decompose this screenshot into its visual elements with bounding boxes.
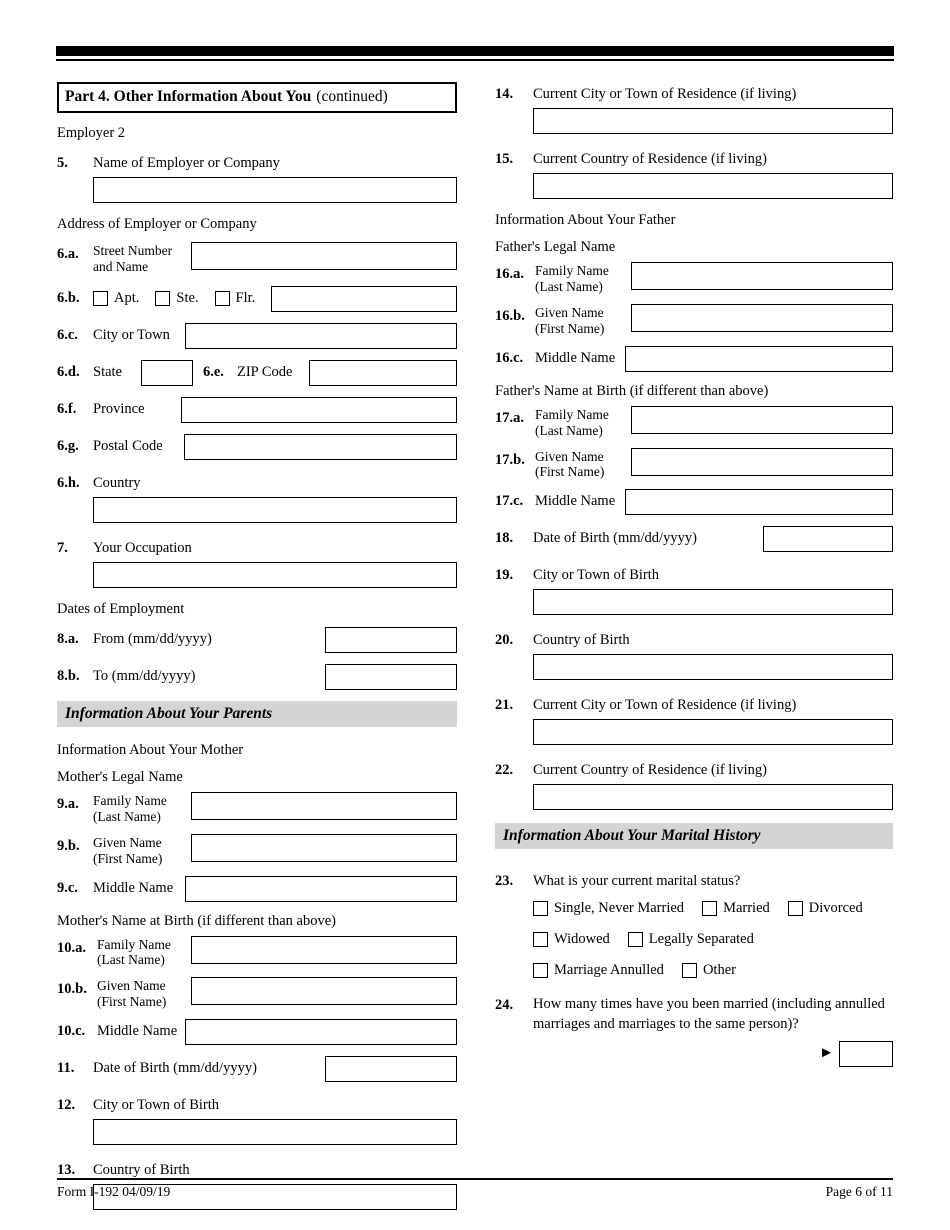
- question-number: 18.: [495, 530, 514, 547]
- apt-checkbox[interactable]: [93, 291, 108, 306]
- father-heading: Information About Your Father: [495, 212, 676, 228]
- father-date-of-birth-input[interactable]: [763, 526, 893, 552]
- question-number: 6.d.: [57, 363, 80, 380]
- question-number: 19.: [495, 567, 514, 584]
- mother-current-country-input[interactable]: [533, 173, 893, 199]
- part4-continued: (continued): [316, 88, 388, 105]
- question-number: 24.: [495, 997, 514, 1014]
- mother-birth-given-name-input[interactable]: [191, 977, 457, 1005]
- field-11: [57, 1056, 457, 1082]
- part4-header: [57, 82, 457, 113]
- field-label-line2: and Name: [93, 258, 149, 274]
- field-label-line2: (Last Name): [535, 422, 603, 438]
- field-7-label: [57, 536, 457, 557]
- field-9b: [57, 834, 457, 867]
- father-middle-name-input[interactable]: [625, 346, 893, 372]
- apt-label: Apt.: [114, 290, 140, 307]
- marriage-annulled-checkbox[interactable]: [533, 963, 548, 978]
- field-5: [57, 151, 457, 203]
- field-label: Current City or Town of Residence (if living): [533, 86, 797, 102]
- field-12: [57, 1093, 457, 1145]
- widowed-label: Widowed: [554, 931, 610, 948]
- father-birth-family-name-input[interactable]: [631, 406, 893, 434]
- mother-middle-name-input[interactable]: [185, 876, 457, 902]
- employment-from-date-input[interactable]: [325, 627, 457, 653]
- widowed-checkbox[interactable]: [533, 932, 548, 947]
- field-17c: [495, 489, 893, 515]
- mother-current-city-input[interactable]: [533, 108, 893, 134]
- question-number: 10.b.: [57, 981, 87, 998]
- field-label-line1: Family Name: [535, 406, 609, 422]
- top-thin-rule: [56, 59, 894, 61]
- mother-birth-name-heading: Mother's Name at Birth (if different than above): [57, 912, 336, 929]
- field-7: [57, 536, 457, 588]
- field-16a: [495, 262, 893, 295]
- zip-label: ZIP Code: [237, 363, 293, 380]
- field-label-line1: Family Name: [97, 936, 171, 952]
- divorced-checkbox[interactable]: [788, 901, 803, 916]
- mother-date-of-birth-input[interactable]: [325, 1056, 457, 1082]
- field-16c: [495, 346, 893, 372]
- field-label-line2: (Last Name): [97, 952, 165, 968]
- field-6h: [57, 471, 457, 523]
- field-label-line1: Given Name: [535, 448, 604, 464]
- field-10a: [57, 936, 457, 969]
- field-label: [97, 936, 191, 969]
- footer-rule: [57, 1178, 893, 1180]
- field-17b: [495, 448, 893, 481]
- father-city-of-birth-input[interactable]: [533, 589, 893, 615]
- field-20-label: [495, 628, 893, 649]
- field-label: [535, 406, 631, 439]
- option-legally-separated: [628, 931, 754, 948]
- field-label: Current City or Town of Residence (if living): [533, 697, 797, 714]
- field-6a: [57, 242, 457, 275]
- field-label-line1: Given Name: [535, 304, 604, 320]
- field-label-line2: (Last Name): [93, 808, 161, 824]
- other-label: Other: [702, 962, 736, 979]
- field-label-line1: Street Number: [93, 243, 173, 258]
- mother-family-name-input[interactable]: [191, 792, 457, 820]
- field-20: [495, 628, 893, 680]
- field-label-line1: Given Name: [97, 978, 166, 994]
- field-14-label: [495, 82, 893, 103]
- legally-separated-label: Legally Separated: [648, 931, 754, 948]
- unit-number-input[interactable]: [271, 286, 457, 312]
- question-number: 12.: [57, 1097, 76, 1114]
- question-number: 10.a.: [57, 939, 86, 956]
- father-given-name-input[interactable]: [631, 304, 893, 332]
- other-checkbox[interactable]: [682, 963, 697, 978]
- question-number: 16.b.: [495, 307, 525, 324]
- question-number: 9.c.: [57, 879, 78, 896]
- postal-code-input[interactable]: [184, 434, 457, 460]
- field-label: Date of Birth (mm/dd/yyyy): [533, 530, 697, 547]
- question-number: 17.b.: [495, 451, 525, 468]
- question-number: 6.b.: [57, 290, 80, 307]
- option-married: [702, 900, 770, 917]
- employer-name-input[interactable]: [93, 177, 457, 203]
- flr-checkbox[interactable]: [215, 291, 230, 306]
- field-label: Middle Name: [93, 879, 174, 896]
- field-6b: [57, 286, 457, 312]
- question-number: 6.h.: [57, 474, 80, 491]
- field-13-label: [57, 1158, 457, 1179]
- option-marriage-annulled: [533, 962, 664, 979]
- field-label: What is your current marital status?: [533, 873, 741, 890]
- field-6g: [57, 434, 457, 460]
- field-label: [535, 304, 631, 337]
- field-21: [495, 693, 893, 745]
- field-label: [97, 977, 191, 1010]
- field-label: To (mm/dd/yyyy): [93, 667, 196, 684]
- field-label: Middle Name: [535, 493, 616, 510]
- question-number: 6.g.: [57, 437, 79, 454]
- field-label: [93, 792, 191, 825]
- field-5-label: [57, 151, 457, 172]
- field-label: Current Country of Residence (if living): [533, 151, 767, 167]
- field-9c: [57, 876, 457, 902]
- mother-birth-middle-name-input[interactable]: [185, 1019, 457, 1045]
- part4-title: Part 4. Other Information About You: [65, 88, 312, 105]
- field-16b: [495, 304, 893, 337]
- question-number: 16.a.: [495, 266, 524, 282]
- question-number: 9.b.: [57, 837, 80, 854]
- single-checkbox[interactable]: [533, 901, 548, 916]
- father-legal-name-heading: Father's Legal Name: [495, 239, 616, 255]
- field-6h-label: [57, 471, 457, 492]
- country-input[interactable]: [93, 497, 457, 523]
- question-number: 8.b.: [57, 667, 80, 684]
- field-label: Middle Name: [535, 349, 616, 366]
- question-number: 16.c.: [495, 349, 524, 366]
- field-label-line2: (First Name): [97, 994, 167, 1010]
- question-number: 13.: [57, 1162, 76, 1179]
- question-number: 6.c.: [57, 326, 78, 343]
- question-number: 15.: [495, 151, 514, 167]
- question-number: 20.: [495, 632, 514, 649]
- marital-history-section-header: Information About Your Marital History: [495, 823, 893, 849]
- flr-label: Flr.: [235, 290, 256, 307]
- field-6c: [57, 323, 457, 349]
- form-number: Form I-192 04/09/19: [57, 1184, 171, 1199]
- field-23-label: [495, 869, 893, 890]
- page-number: Page 6 of 11: [825, 1184, 893, 1199]
- question-number: 6.f.: [57, 400, 77, 417]
- father-current-city-input[interactable]: [533, 719, 893, 745]
- dates-of-employment-heading: Dates of Employment: [57, 600, 185, 617]
- mother-birth-family-name-input[interactable]: [191, 936, 457, 964]
- field-8a: [57, 627, 457, 653]
- state-label: State: [93, 363, 122, 380]
- option-single: [533, 900, 684, 917]
- option-divorced: [788, 900, 863, 917]
- employer2-heading: Employer 2: [57, 125, 126, 141]
- married-label: Married: [723, 900, 770, 917]
- field-14: [495, 82, 893, 134]
- field-label: Current Country of Residence (if living): [533, 762, 767, 779]
- legally-separated-checkbox[interactable]: [628, 932, 643, 947]
- field-label: [93, 834, 191, 867]
- question-number: 22.: [495, 762, 514, 779]
- question-number: 11.: [57, 1060, 75, 1077]
- field-10b: [57, 977, 457, 1010]
- field-label-line1: Given Name: [93, 834, 162, 850]
- marital-status-options-row3: [533, 962, 893, 979]
- parents-section-header: Information About Your Parents: [57, 701, 457, 727]
- question-number: 8.a.: [57, 630, 79, 647]
- field-label-line2: (First Name): [93, 850, 163, 866]
- field-label-line2: (First Name): [535, 464, 605, 480]
- field-label: Name of Employer or Company: [93, 155, 280, 171]
- marital-status-options-row2: [533, 931, 893, 948]
- father-birth-middle-name-input[interactable]: [625, 489, 893, 515]
- field-22-label: [495, 758, 893, 779]
- ste-checkbox[interactable]: [155, 291, 170, 306]
- mother-heading: Information About Your Mother: [57, 741, 244, 758]
- question-number: 6.e.: [203, 363, 224, 380]
- question-number: 17.c.: [495, 493, 524, 510]
- field-6d-6e: [57, 360, 457, 386]
- field-19-label: [495, 563, 893, 584]
- field-label: City or Town of Birth: [93, 1097, 219, 1114]
- option-widowed: [533, 931, 610, 948]
- field-label: Country: [93, 474, 141, 491]
- field-9a: [57, 792, 457, 825]
- field-label: [93, 242, 191, 275]
- father-country-of-birth-input[interactable]: [533, 654, 893, 680]
- father-family-name-input[interactable]: [631, 262, 893, 290]
- field-label-line2: (Last Name): [535, 278, 603, 294]
- field-label-line1: Family Name: [535, 263, 609, 278]
- married-checkbox[interactable]: [702, 901, 717, 916]
- field-label: Country of Birth: [533, 632, 630, 649]
- mother-city-of-birth-input[interactable]: [93, 1119, 457, 1145]
- question-number: 6.a.: [57, 246, 79, 262]
- field-6f: [57, 397, 457, 423]
- field-12-label: [57, 1093, 457, 1114]
- field-label: [535, 448, 631, 481]
- occupation-input[interactable]: [93, 562, 457, 588]
- field-label-line1: Family Name: [93, 792, 167, 808]
- question-number: 17.a.: [495, 409, 524, 426]
- field-label-line2: (First Name): [535, 320, 605, 336]
- top-thick-rule: [56, 46, 894, 56]
- field-label: Middle Name: [97, 1023, 178, 1040]
- question-number: 21.: [495, 697, 514, 714]
- father-current-country-input[interactable]: [533, 784, 893, 810]
- field-label: How many times have you been married (including annulled marriages and marriages to the same person)?: [533, 996, 885, 1032]
- field-label: City or Town of Birth: [533, 567, 659, 584]
- field-label: Country of Birth: [93, 1162, 190, 1179]
- option-other: [682, 962, 736, 979]
- city-input[interactable]: [185, 323, 457, 349]
- field-19: [495, 563, 893, 615]
- field-24: [495, 993, 893, 1034]
- marital-status-options-row1: [533, 900, 893, 917]
- question-number: 9.a.: [57, 795, 79, 812]
- field-15-label: [495, 147, 893, 168]
- mother-given-name-input[interactable]: [191, 834, 457, 862]
- field-label: City or Town: [93, 326, 170, 343]
- field-10c: [57, 1019, 457, 1045]
- field-8b: [57, 664, 457, 690]
- field-17a: [495, 406, 893, 439]
- zip-code-input[interactable]: [309, 360, 457, 386]
- question-number: 5.: [57, 155, 68, 171]
- times-married-input[interactable]: [839, 1041, 893, 1067]
- arrow-right-icon: ►: [819, 1045, 834, 1061]
- marriage-annulled-label: Marriage Annulled: [554, 962, 664, 979]
- street-number-input[interactable]: [191, 242, 457, 270]
- field-18: [495, 526, 893, 552]
- field-15: [495, 147, 893, 199]
- field-label: From (mm/dd/yyyy): [93, 630, 212, 647]
- field-label: Date of Birth (mm/dd/yyyy): [93, 1060, 257, 1077]
- employer-address-heading: Address of Employer or Company: [57, 216, 257, 232]
- province-input[interactable]: [181, 397, 457, 423]
- state-input[interactable]: [141, 360, 193, 386]
- father-birth-name-heading: Father's Name at Birth (if different than above): [495, 382, 769, 399]
- divorced-label: Divorced: [808, 900, 863, 917]
- question-number: 14.: [495, 86, 514, 102]
- single-label: Single, Never Married: [554, 900, 685, 917]
- right-column: [495, 82, 893, 1067]
- field-label: Postal Code: [93, 437, 163, 454]
- question-number: 10.c.: [57, 1023, 86, 1040]
- field-label: [535, 262, 631, 295]
- field-label: Province: [93, 400, 145, 417]
- field-22: [495, 758, 893, 810]
- ste-label: Ste.: [176, 290, 199, 307]
- question-number: 7.: [57, 539, 68, 556]
- employment-to-date-input[interactable]: [325, 664, 457, 690]
- mother-legal-name-heading: Mother's Legal Name: [57, 768, 183, 785]
- field-label: Your Occupation: [93, 539, 192, 556]
- field-24-answer: [495, 1041, 893, 1067]
- question-number: 23.: [495, 873, 514, 890]
- field-21-label: [495, 693, 893, 714]
- left-column: [57, 82, 457, 1223]
- father-birth-given-name-input[interactable]: [631, 448, 893, 476]
